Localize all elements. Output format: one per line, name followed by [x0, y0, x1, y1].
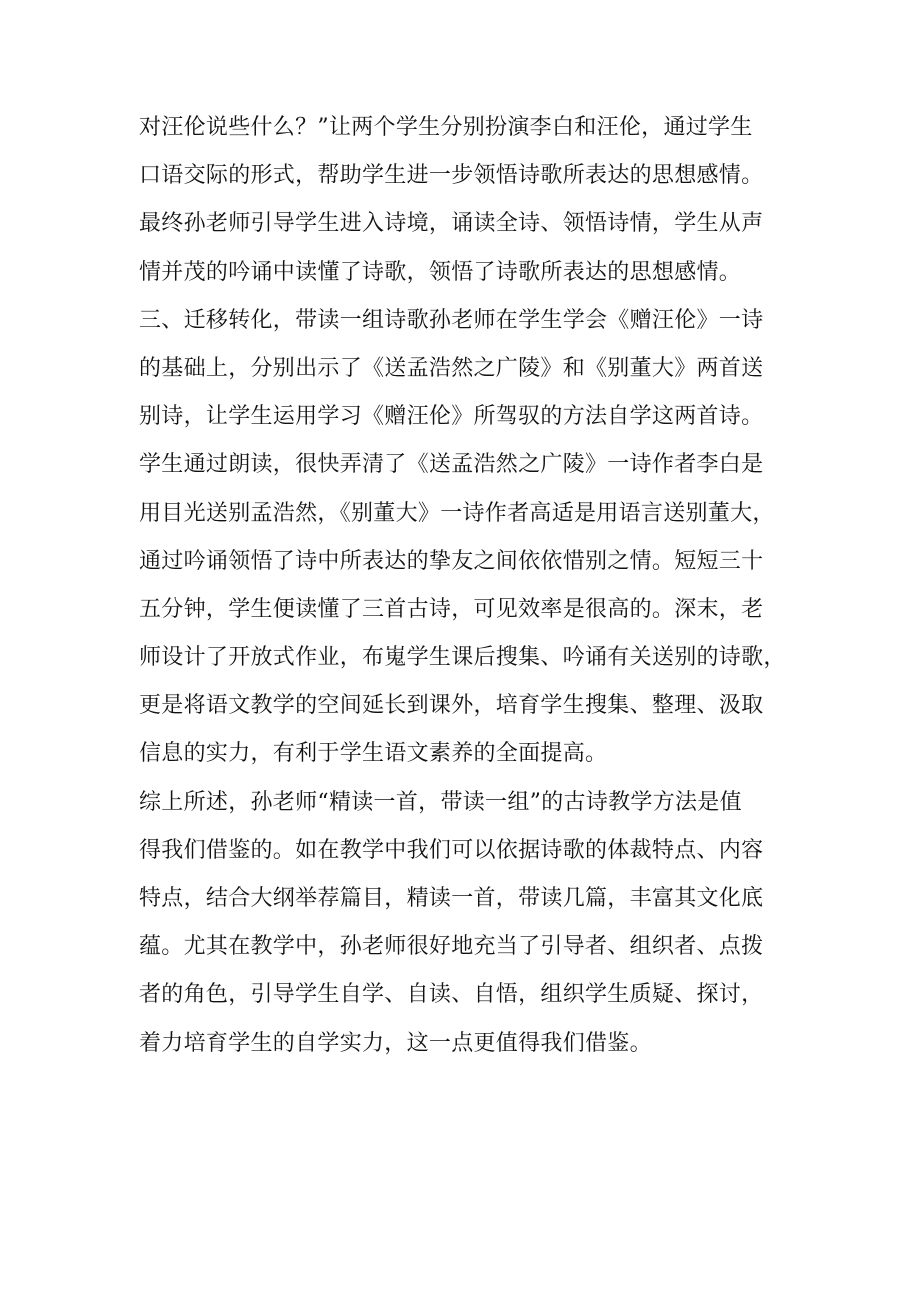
text-line: 的基础上，分别出示了《送孟浩然之广陵》和《别董大》两首送	[139, 355, 764, 381]
text-line: 特点，结合大纲举荐篇目，精读一首，带读几篇，丰富其文化底	[139, 886, 764, 911]
text-line: 对汪伦说些什么？”让两个学生分别扮演李白和汪伦，通过学生	[139, 115, 753, 140]
text-line: 情并茂的吟诵中读懂了诗歌，领悟了诗歌所表达的思想感情。	[139, 259, 742, 285]
text-line: 别诗，让学生运用学习《赠汪伦》所驾驭的方法自学这两首诗。	[139, 404, 764, 430]
text-line: 更是将语文教学的空间延长到课外，培育学生搜集、整理、汲取	[139, 693, 764, 719]
text-line: 师设计了开放式作业，布嵬学生课后搜集、吟诵有关送别的诗歌，	[139, 645, 786, 671]
text-line: 蕴。尤其在教学中，孙老师很好地充当了引导者、组织者、点拨	[139, 934, 764, 960]
text-line: 口语交际的形式，帮助学生进一步领悟诗歌所表达的思想感情。	[139, 163, 764, 189]
text-line: 者的角色，引导学生自学、自读、自悟，组织学生质疑、探讨，	[139, 982, 764, 1008]
text-line: 五分钟，学生便读懂了三首古诗，可见效率是很高的。深末，老	[139, 596, 764, 622]
text-line: 用目光送别孟浩然，《别董大》一诗作者高适是用语言送别董大，	[139, 500, 775, 526]
text-line: 信息的实力，有利于学生语文素养的全面提高。	[139, 741, 608, 767]
text-line: 综上所述，孙老师“精读一首，带读一组”的古诗教学方法是值	[139, 789, 742, 815]
text-line: 最终孙老师引导学生进入诗境，诵读全诗、领悟诗情，学生从声	[139, 211, 764, 237]
text-line: 学生通过朗读，很快弄清了《送孟浩然之广陵》一诗作者李白是	[139, 452, 764, 478]
body-text	[139, 108, 789, 1072]
text-line: 着力培育学生的自学实力，这一点更值得我们借鉴。	[139, 1030, 652, 1056]
text-line: 得我们借鉴的。如在教学中我们可以依据诗歌的体裁特点、内容	[139, 837, 764, 863]
text-line: 通过吟诵领悟了诗中所表达的挚友之间依依惜别之情。短短三十	[139, 548, 764, 574]
text-line: 三、迁移转化，带读一组诗歌孙老师在学生学会《赠汪伦》一诗	[139, 307, 764, 333]
